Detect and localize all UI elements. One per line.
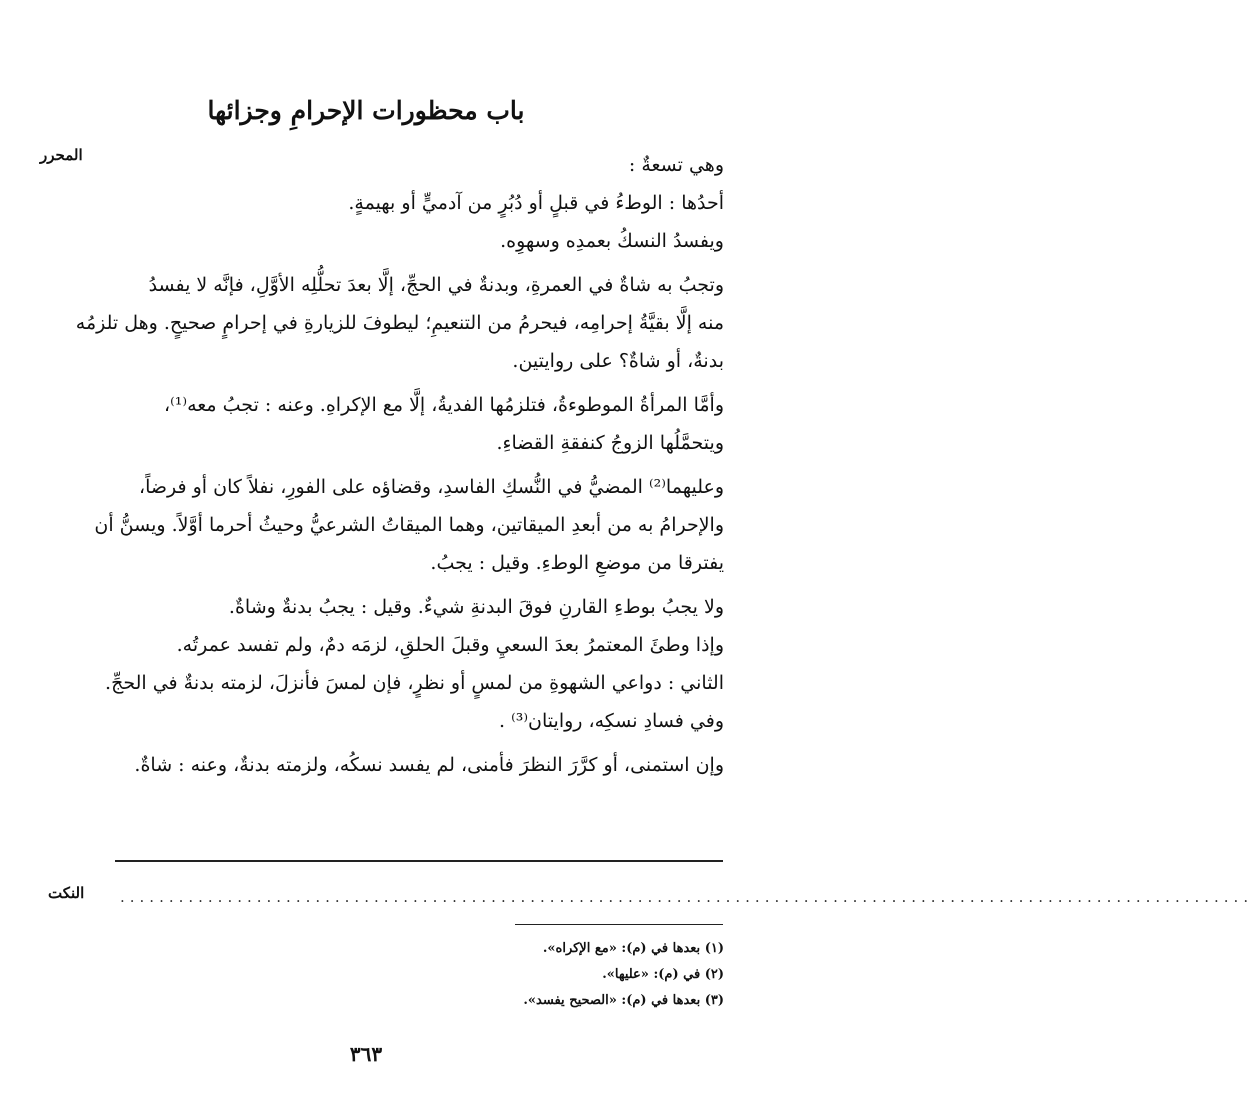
text-line: وأمَّا المرأةُ الموطوءةُ، فتلزمُها الفديةُ، إلَّا مع الإكراهِ. وعنه : تجبُ معه⁽¹⁾، [163,394,724,416]
footnote: (٢) في (م): «عليها». [602,967,724,982]
text-line: وعليهما⁽²⁾ المضيُّ في النُّسكِ الفاسدِ، وقضاؤه على الفورِ، نفلاً كان أو فرضاً، [138,476,724,498]
text-line: وفي فسادِ نسكِه، روايتان⁽³⁾ . [499,710,724,732]
text-line: وإن استمنى، أو كرَّرَ النظرَ فأمنى، لم يفسد نسكُه، ولزمته بدنةٌ، وعنه : شاةٌ. [134,754,724,776]
footnote-divider [515,924,723,925]
text-line: ويتحمَّلُها الزوجُ كنفقةِ القضاءِ. [496,432,724,454]
section-divider [115,860,723,862]
chapter-title: باب محظورات الإحرامِ وجزائها [207,96,525,125]
footnote: (١) بعدها في (م): «مع الإكراه». [542,941,724,956]
text-line: أحدُها : الوطءُ في قبلٍ أو دُبُرٍ من آدميٍّ أو بهيمةٍ. [348,192,724,214]
text-line: والإحرامُ به من أبعدِ الميقاتين، وهما الميقاتُ الشرعيُّ وحيثُ أحرما أوَّلاً. ويسنُّ أن [94,514,724,536]
dotted-leader: .................................................................................................................... [120,888,1253,906]
text-line: وإذا وطئَ المعتمرُ بعدَ السعيِ وقبلَ الحلقِ، لزمَه دمٌ، ولم تفسد عمرتُه. [176,634,724,656]
text-line: ولا يجبُ بوطءِ القارنِ فوقَ البدنةِ شيءٌ. وقيل : يجبُ بدنةٌ وشاةٌ. [228,596,724,618]
text-line: منه إلَّا بقيَّةُ إحرامِه، فيحرمُ من التنعيمِ؛ ليطوفَ للزيارةِ في إحرامٍ صحيحٍ. وهل تلزمُه [75,312,724,334]
text-line: الثاني : دواعي الشهوةِ من لمسٍ أو نظرٍ، فإن لمسَ فأنزلَ، لزمته بدنةٌ في الحجِّ. [105,672,724,694]
page-number: ٣٦٣ [349,1042,383,1066]
footnotes [300,936,724,1014]
text-line: بدنةٌ، أو شاةٌ؟ على روايتين. [512,350,724,372]
side-label-muharrar: المحرر [40,146,83,164]
text-line: وهي تسعةٌ : [628,154,724,176]
footnote: (٣) بعدها في (م): «الصحيح يفسد». [523,993,724,1008]
text-line: يفترقا من موضعِ الوطءِ. وقيل : يجبُ. [430,552,724,574]
text-line: ويفسدُ النسكُ بعمدِه وسهوِه. [500,230,724,252]
main-text [75,146,724,784]
text-line: وتجبُ به شاةٌ في العمرةِ، وبدنةٌ في الحجِّ، إلَّا بعدَ تحلُّلِه الأوَّلِ، فإنَّه لا يفسدُ [148,274,724,296]
side-label-nukat: النكت [48,884,85,902]
